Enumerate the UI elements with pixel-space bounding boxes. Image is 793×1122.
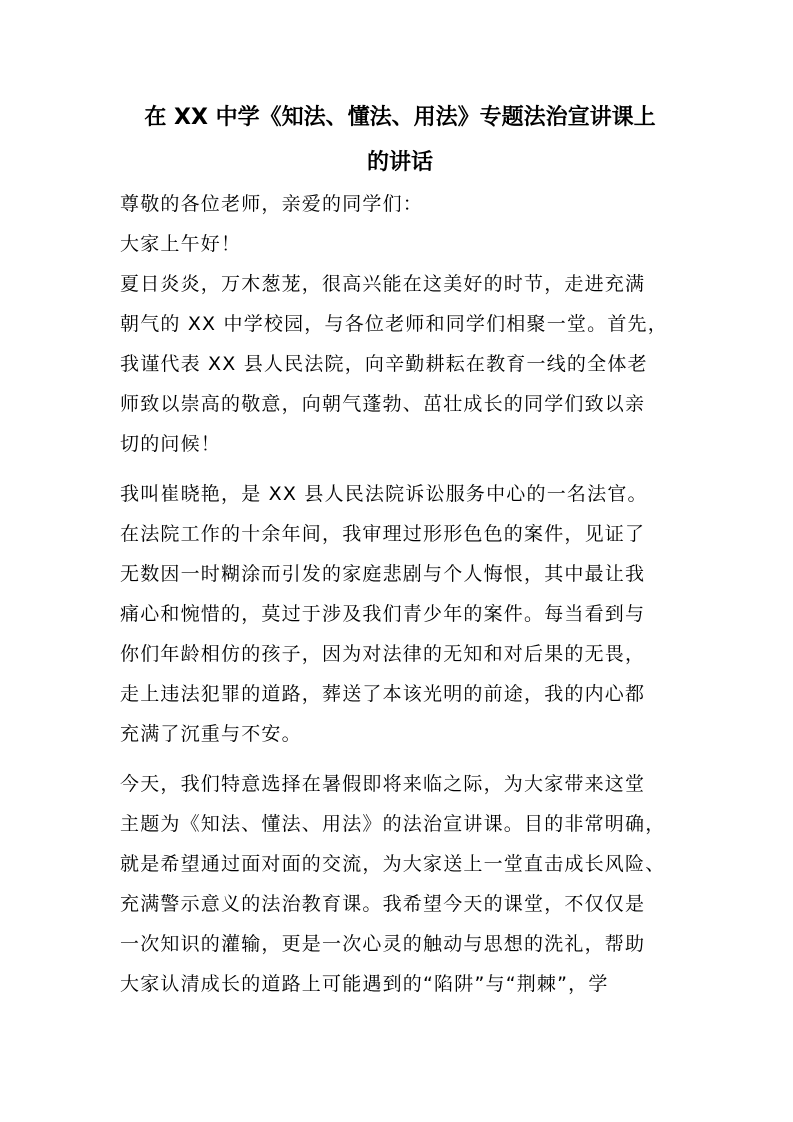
paragraph-line: 今天，我们特意选择在暑假即将来临之际，为大家带来这堂: [120, 773, 646, 795]
paragraph-line: 充满警示意义的法治教育课。我希望今天的课堂，不仅仅是: [120, 893, 646, 915]
paragraph-line: 就是希望通过面对面的交流，为大家送上一堂直击成长风险、: [120, 853, 666, 875]
paragraph-line: 在法院工作的十余年间，我审理过形形色色的案件，见证了: [120, 523, 646, 545]
paragraph-line: 朝气的 XX 中学校园，与各位老师和同学们相聚一堂。首先，: [120, 313, 668, 335]
paragraph-line: 夏日炎炎，万木葱茏，很高兴能在这美好的时节，走进充满: [120, 273, 646, 295]
document-title-line-1: 在 XX 中学《知法、懂法、用法》专题法治宣讲课上: [144, 105, 656, 130]
salutation-line: 尊敬的各位老师，亲爱的同学们：: [120, 193, 424, 215]
document-title-line-2: 的讲话: [366, 150, 433, 175]
paragraph-line: 一次知识的灌输，更是一次心灵的触动与思想的洗礼，帮助: [120, 933, 646, 955]
paragraph-line: 充满了沉重与不安。: [120, 723, 302, 745]
paragraph-line: 切的问候！: [120, 433, 222, 455]
paragraph-line: 我谨代表 XX 县人民法院，向辛勤耕耘在教育一线的全体老: [120, 353, 648, 375]
paragraph-line: 大家认清成长的道路上可能遇到的“陷阱”与“荆棘”，学: [120, 973, 609, 995]
paragraph-line: 走上违法犯罪的道路，葬送了本该光明的前途，我的内心都: [120, 683, 646, 705]
greeting-line: 大家上午好！: [120, 233, 242, 255]
paragraph-line: 主题为《知法、懂法、用法》的法治宣讲课。目的非常明确，: [120, 813, 666, 835]
paragraph-line: 痛心和惋惜的，莫过于涉及我们青少年的案件。每当看到与: [120, 603, 646, 625]
paragraph-line: 师致以崇高的敬意，向朝气蓬勃、茁壮成长的同学们致以亲: [120, 393, 646, 415]
paragraph-line: 我叫崔晓艳，是 XX 县人民法院诉讼服务中心的一名法官。: [120, 483, 648, 505]
paragraph-line: 无数因一时糊涂而引发的家庭悲剧与个人悔恨，其中最让我: [120, 563, 646, 585]
paragraph-line: 你们年龄相仿的孩子，因为对法律的无知和对后果的无畏，: [120, 643, 646, 665]
